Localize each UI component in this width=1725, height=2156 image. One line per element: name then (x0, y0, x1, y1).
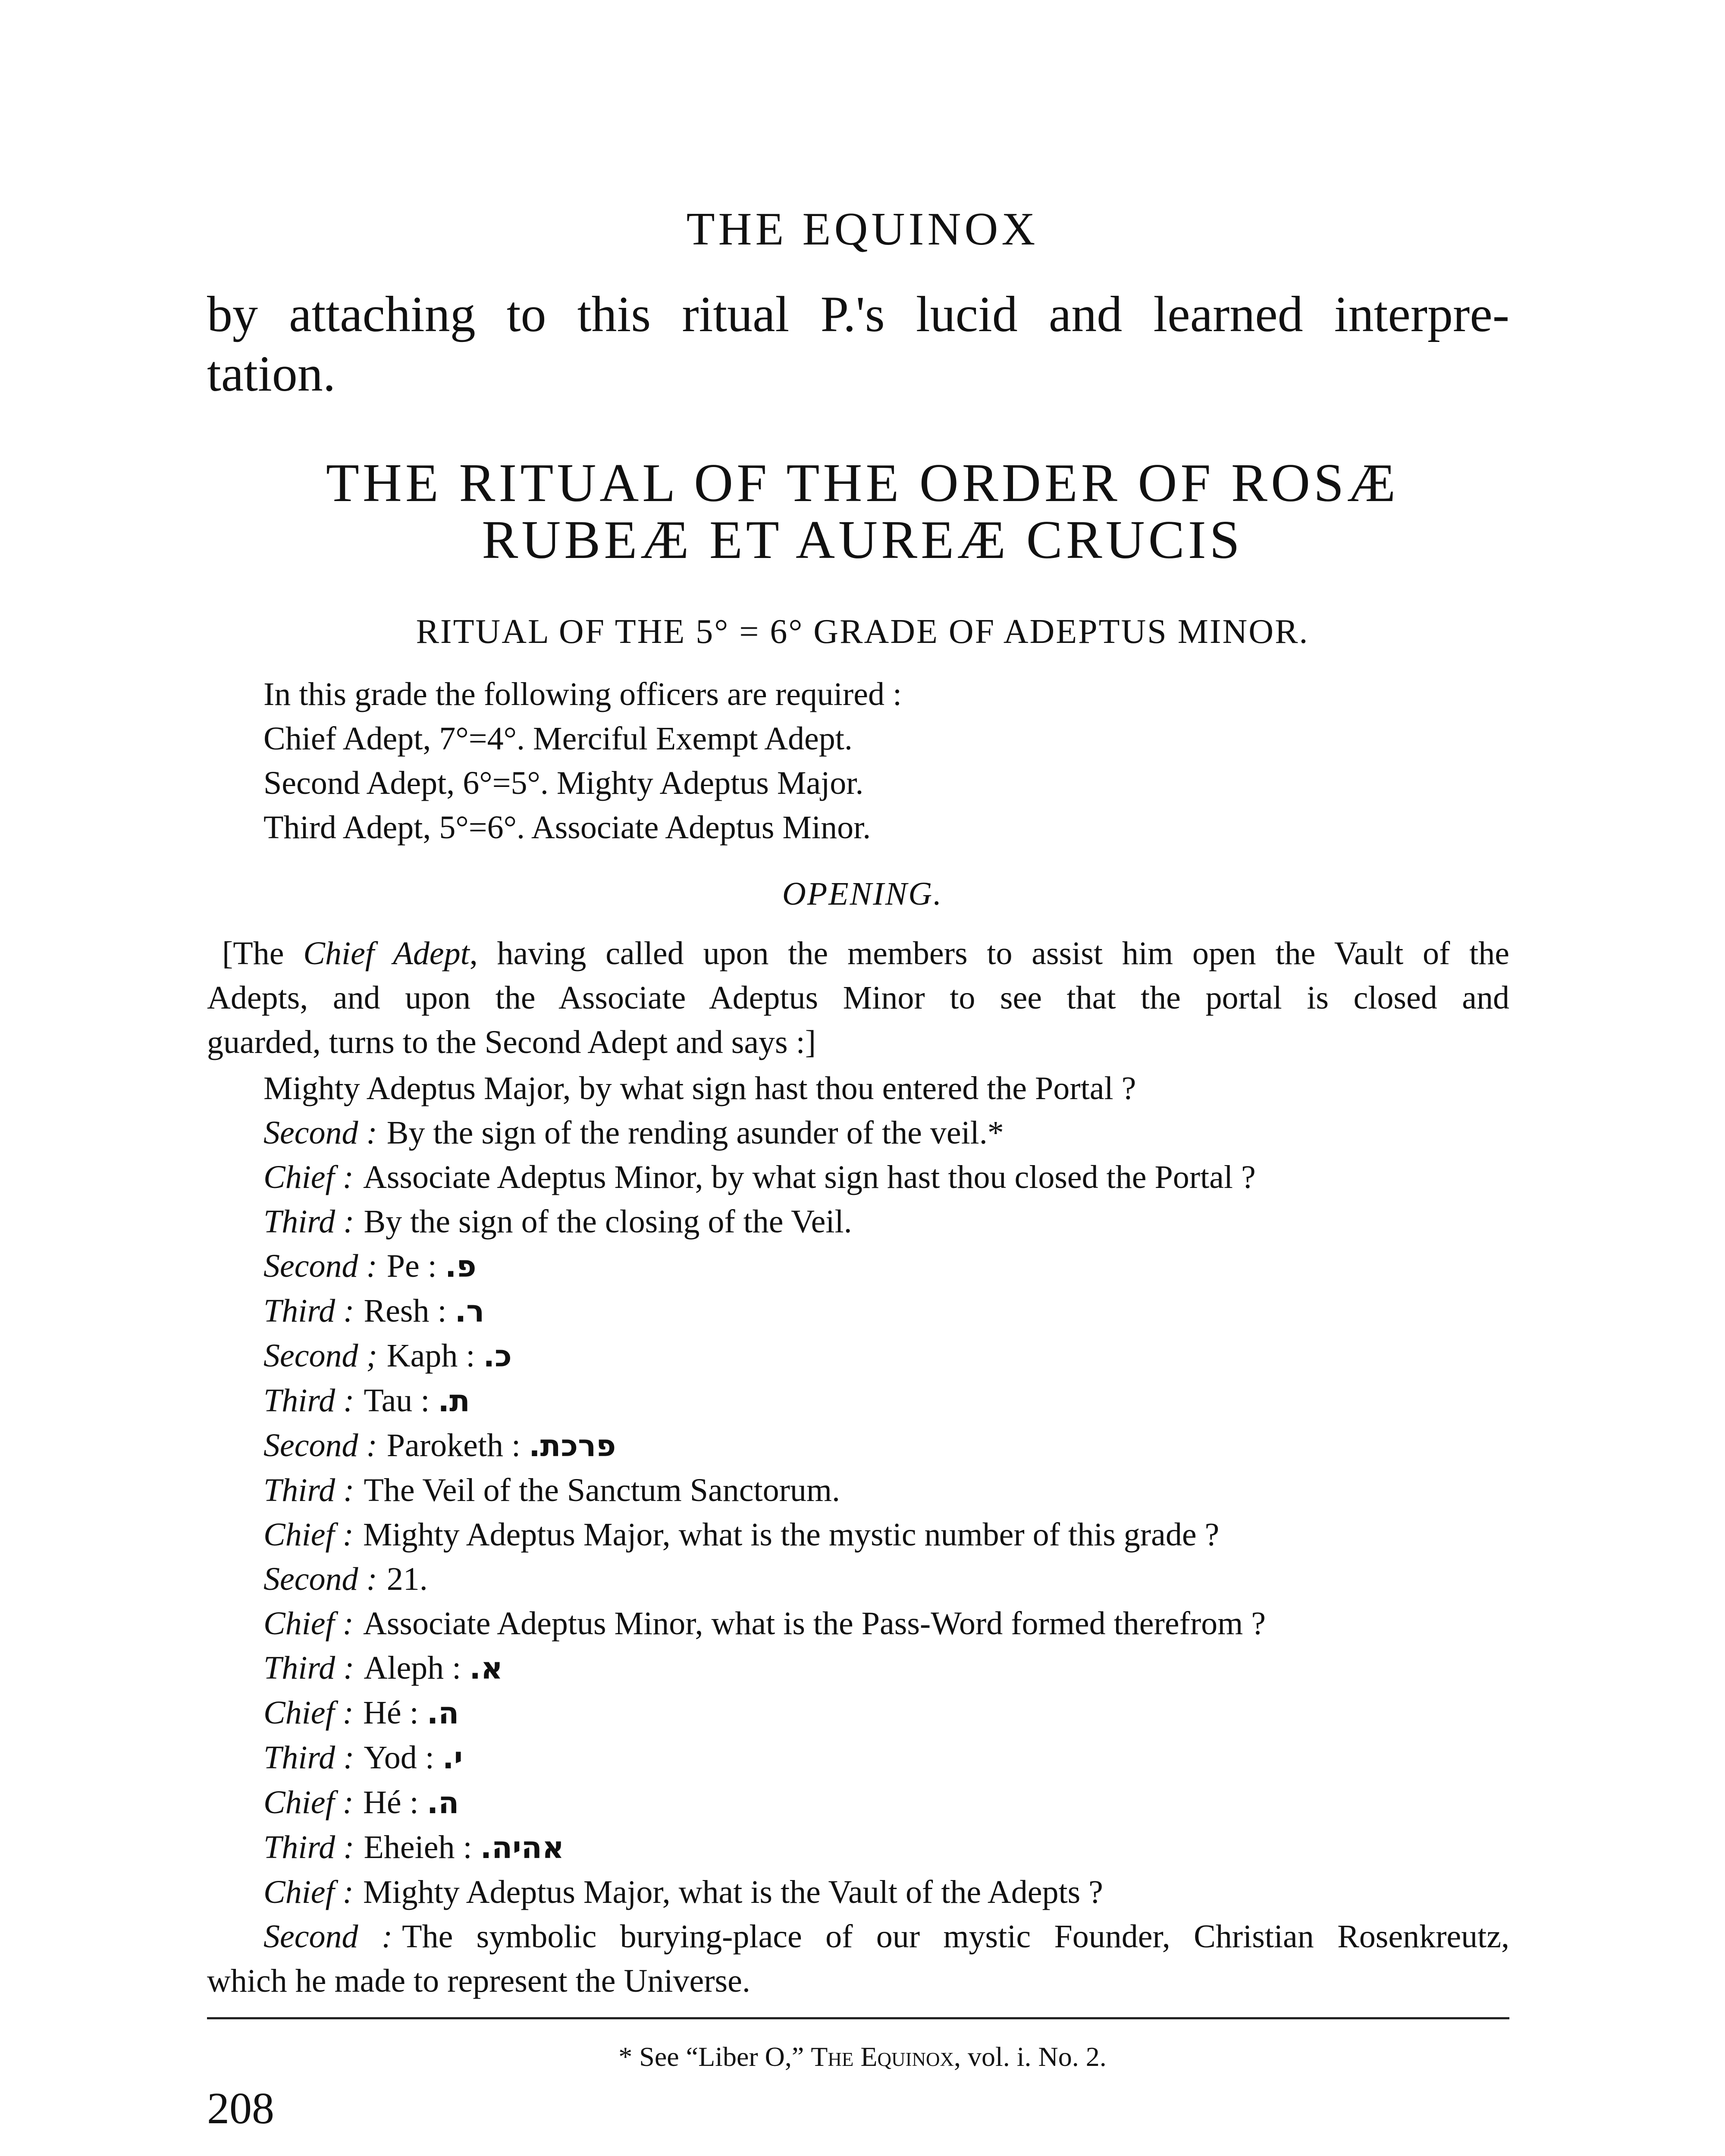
hebrew-letters: י. (442, 1740, 463, 1776)
speaker: Third : (263, 1472, 354, 1508)
speaker: Chief : (263, 1874, 354, 1910)
dialogue-text: By the sign of the closing of the Veil. (364, 1203, 852, 1240)
speaker: Second : (263, 1561, 377, 1597)
dialogue-line (207, 1601, 1509, 1646)
dialogue-text: Pe : (386, 1248, 437, 1284)
dialogue-text: Paroketh : (386, 1427, 521, 1463)
speaker: Second : (263, 1248, 377, 1284)
speaker: Third : (263, 1829, 354, 1865)
dialogue-text: Eheieh : (364, 1829, 472, 1865)
officers-line: Second Adept, 6°=5°. Mighty Adeptus Major. (263, 765, 864, 801)
dialogue-line (207, 1646, 1509, 1691)
dialogue-text: Associate Adeptus Minor, by what sign hast thou closed the Portal ? (363, 1159, 1256, 1195)
speaker: Chief : (263, 1695, 354, 1731)
intro-line: by attaching to this ritual P.'s lucid and learned interpre- (207, 286, 1509, 342)
title-line: THE RITUAL OF THE ORDER OF ROSÆ (326, 453, 1399, 513)
page-number: 208 (207, 2084, 274, 2133)
dialogue-text: Associate Adeptus Minor, what is the Pass-Word formed therefrom ? (363, 1605, 1266, 1642)
speaker: Chief : (263, 1784, 354, 1821)
speaker: Chief : (263, 1605, 354, 1642)
grade-heading: RITUAL OF THE 5° = 6° GRADE OF ADEPTUS MINOR. (416, 613, 1309, 651)
hebrew-letters: ת. (438, 1383, 470, 1419)
footnote (0, 2040, 1725, 2074)
hebrew-letters: כ. (483, 1338, 512, 1374)
dialogue-text: Hé : (363, 1784, 419, 1821)
stage-direction (207, 931, 1509, 1065)
speaker: Third : (263, 1203, 354, 1240)
speaker: Second ; (263, 1338, 377, 1374)
speaker: Third : (263, 1650, 354, 1686)
speaker: Chief : (263, 1159, 354, 1195)
opening-heading: OPENING. (782, 876, 943, 912)
speaker: Second : (263, 1115, 377, 1151)
footnote-text: , vol. i. No. 2. (953, 2041, 1107, 2072)
stage-line: guarded, turns to the Second Adept and says :] (207, 1024, 816, 1060)
ritual-title (0, 455, 1725, 569)
speaker: Chief : (263, 1517, 354, 1553)
dialogue-text: The Veil of the Sanctum Sanctorum. (364, 1472, 841, 1508)
dialogue-line (207, 1200, 1509, 1244)
dialogue-line (207, 1736, 1509, 1780)
dialogue-line (207, 1513, 1509, 1557)
dialogue-line (207, 1780, 1509, 1825)
dialogue-line: which he made to represent the Universe. (207, 1963, 750, 1999)
speaker: Third : (263, 1739, 354, 1776)
dialogue-text: Hé : (363, 1695, 419, 1731)
dialogue-line (207, 1825, 1509, 1870)
title-line: RUBEÆ ET AUREÆ CRUCIS (482, 510, 1243, 570)
dialogue-text: Aleph : (364, 1650, 461, 1686)
dialogue-line (207, 1379, 1509, 1423)
speaker: Third : (263, 1382, 354, 1419)
hebrew-letters: פרכת. (529, 1428, 616, 1463)
dialogue-text: Mighty Adeptus Major, what is the Vault of the Adepts ? (363, 1874, 1103, 1910)
stage-text: [The (222, 935, 304, 971)
hebrew-letters: ה. (427, 1785, 459, 1821)
dialogue-line (207, 1334, 1509, 1379)
hebrew-letters: ה. (427, 1695, 459, 1731)
dialogue-text: Tau : (364, 1382, 430, 1419)
dialogue-line (207, 1155, 1509, 1200)
dialogue-line (207, 1557, 1509, 1601)
dialogue-text: Resh : (364, 1293, 447, 1329)
officers-line: Chief Adept, 7°=4°. Merciful Exempt Adept. (263, 721, 853, 757)
speaker: Second : (263, 1918, 393, 1955)
intro-line: tation. (207, 345, 336, 402)
dialogue (207, 1066, 1509, 2003)
hebrew-letters: א. (469, 1651, 503, 1686)
dialogue-line (207, 1691, 1509, 1736)
dialogue-line (207, 1423, 1509, 1468)
dialogue-text: Yod : (364, 1739, 434, 1776)
officers-line: Third Adept, 5°=6°. Associate Adeptus Minor. (263, 809, 871, 846)
speaker: Third : (263, 1293, 354, 1329)
officers-list (207, 672, 1509, 850)
stage-text: , having called upon the members to assist him open the Vault of the (469, 935, 1509, 971)
dialogue-line (207, 1870, 1509, 1915)
footnote-rule (207, 2017, 1509, 2019)
stage-line: Adepts, and upon the Associate Adeptus Minor to see that the portal is closed and (207, 980, 1509, 1016)
intro-paragraph (207, 285, 1509, 404)
stage-speaker: Chief Adept (303, 935, 470, 971)
dialogue-text: 21. (386, 1561, 428, 1597)
officers-line: In this grade the following officers are required : (263, 676, 902, 712)
dialogue-line (207, 1289, 1509, 1334)
footnote-title: The Equinox (811, 2041, 954, 2072)
running-head: THE EQUINOX (686, 204, 1039, 255)
dialogue-text: The symbolic burying-place of our mystic Founder, Christian Rosenkreutz, (402, 1918, 1509, 1955)
hebrew-letters: פ. (445, 1249, 477, 1284)
dialogue-line (207, 1244, 1509, 1289)
footnote-text: * See “Liber O,” (618, 2041, 811, 2072)
hebrew-letters: ר. (455, 1294, 485, 1329)
speaker: Second : (263, 1427, 377, 1463)
dialogue-line (207, 1066, 1509, 1111)
dialogue-line (207, 1468, 1509, 1513)
hebrew-letters: אהיה. (480, 1830, 564, 1865)
dialogue-text: Mighty Adeptus Major, by what sign hast thou entered the Portal ? (263, 1070, 1136, 1106)
dialogue-line (207, 1915, 1509, 1959)
dialogue-text: By the sign of the rending asunder of the veil.* (386, 1115, 1004, 1151)
dialogue-text: Kaph : (386, 1338, 475, 1374)
stage-line (207, 931, 1509, 976)
dialogue-line (207, 1111, 1509, 1155)
dialogue-text: Mighty Adeptus Major, what is the mystic number of this grade ? (363, 1517, 1220, 1553)
